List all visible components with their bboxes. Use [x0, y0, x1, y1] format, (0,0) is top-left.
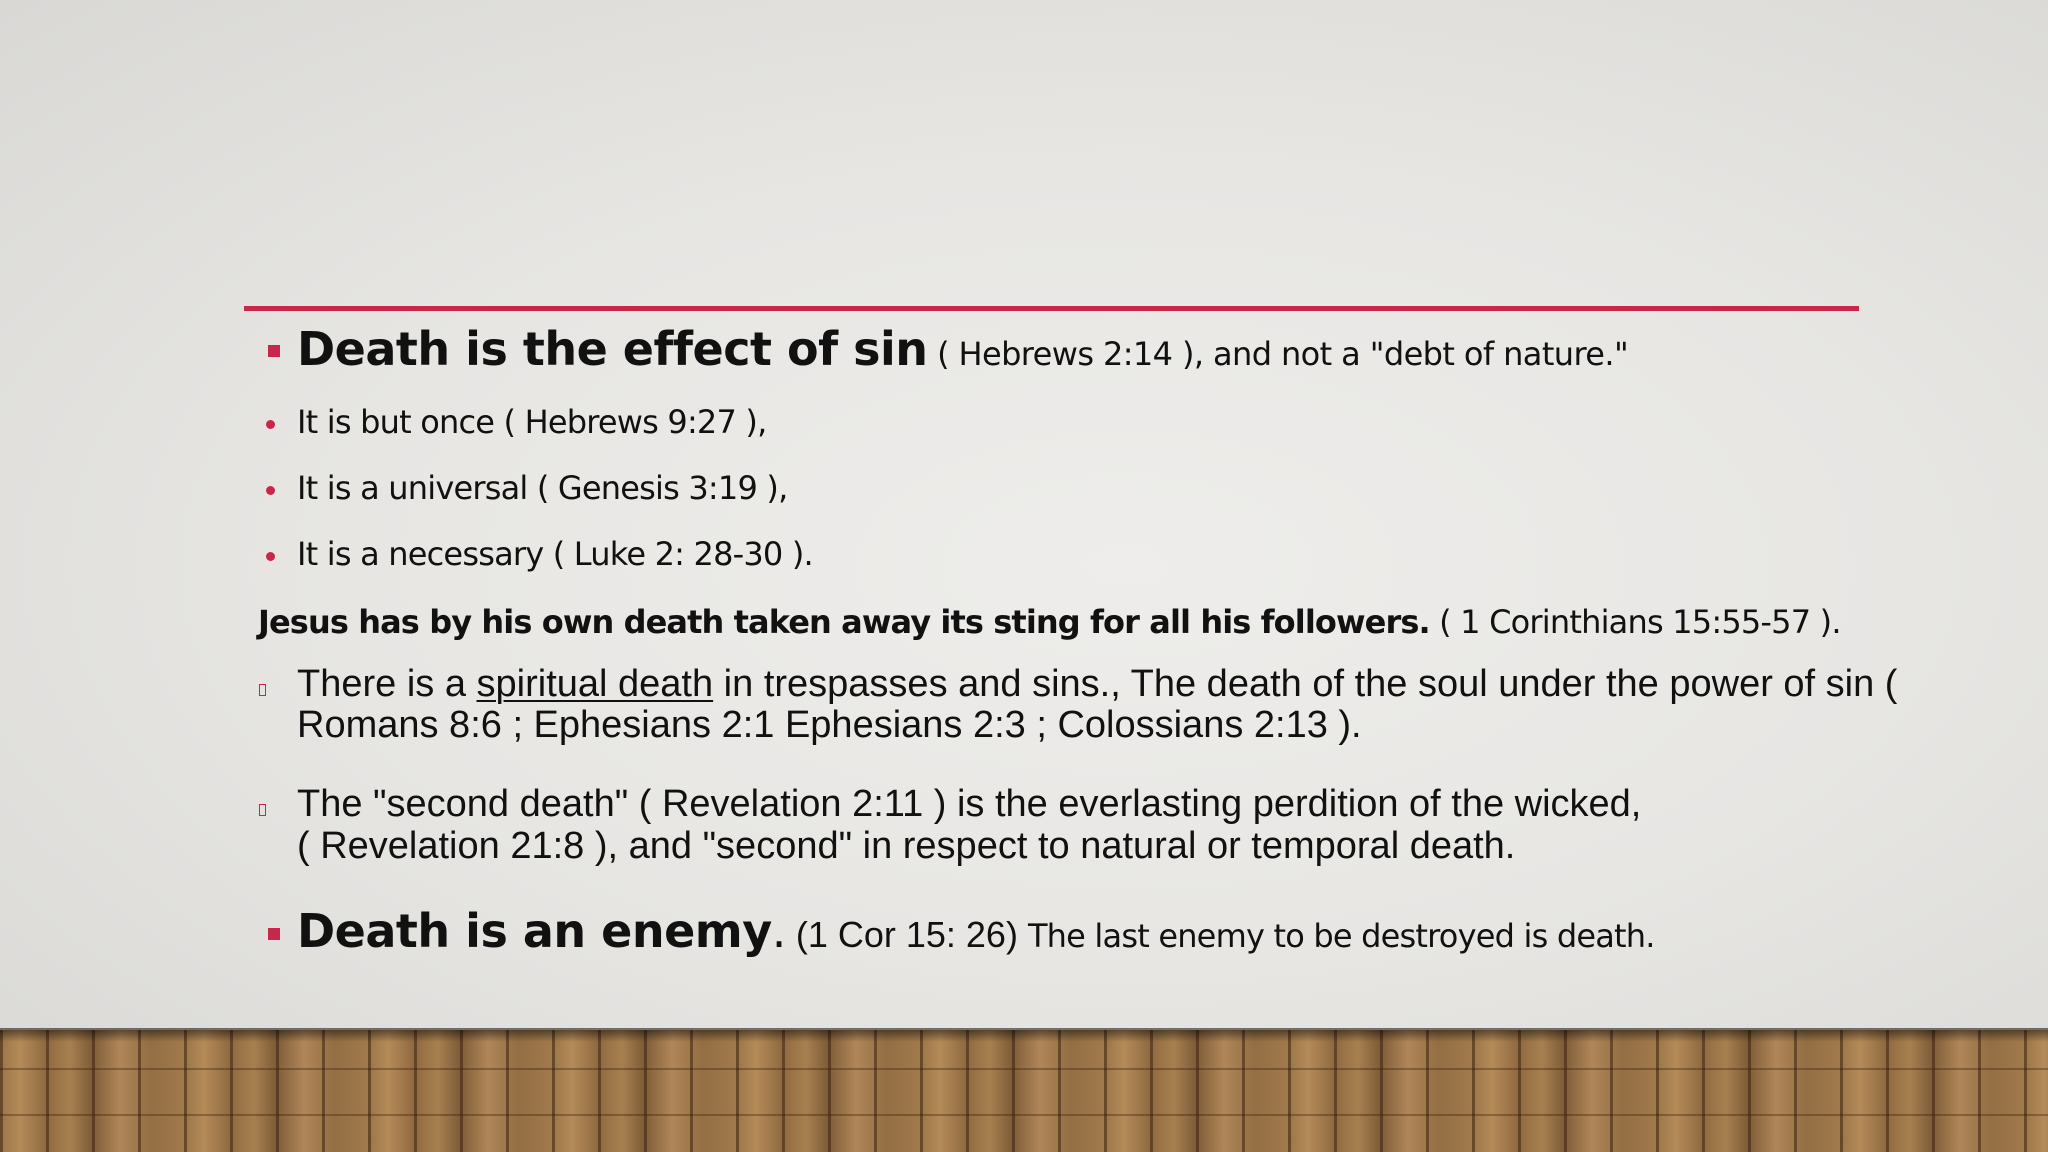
- box-bullet-icon: [259, 684, 266, 696]
- sub-item-universal: It is a universal ( Genesis 3:19 ),: [297, 469, 788, 507]
- floor-shadow: [0, 1028, 2048, 1042]
- box-bullet-icon: [259, 804, 266, 816]
- wood-floor-image: [0, 1030, 2048, 1152]
- spiritual-death-line2: Romans 8:6 ; Ephesians 2:1 Ephesians 2:3 ; Colossians 2:13 ).: [297, 704, 1362, 746]
- dot-bullet-icon: [266, 552, 275, 561]
- heading-death-is-enemy: Death is an enemy: [297, 904, 772, 958]
- square-bullet-icon: [268, 928, 280, 940]
- second-death-line1: The "second death" ( Revelation 2:11 ) is the everlasting perdition of the wicked,: [297, 783, 1642, 825]
- heading-death-effect-of-sin: Death is the effect of sin: [297, 322, 928, 376]
- jesus-sting-line: [258, 603, 1841, 641]
- cor-reference: (1 Cor 15: 26): [785, 914, 1028, 955]
- bullet-death-effect-of-sin: [297, 322, 1628, 376]
- dot-bullet-icon: [266, 486, 275, 495]
- last-enemy-text: The last enemy to be destroyed is death.: [1027, 917, 1655, 955]
- sub-item-necessary: It is a necessary ( Luke 2: 28-30 ).: [297, 535, 813, 573]
- spiritual-death-line1: [297, 664, 1897, 705]
- corinthians-reference: ( 1 Corinthians 15:55-57 ).: [1429, 603, 1841, 641]
- bullet-death-is-enemy: [297, 904, 1655, 958]
- spiritual-death-underlined: spiritual death: [476, 663, 714, 705]
- square-bullet-icon: [268, 345, 280, 357]
- enemy-period: .: [771, 904, 786, 958]
- hebrews-reference-text: ( Hebrews 2:14 ), and not a "debt of nature.": [927, 335, 1629, 373]
- jesus-sting-bold: Jesus has by his own death taken away its sting for all his followers.: [258, 603, 1430, 641]
- spiritual-pre-text: There is a: [297, 663, 477, 705]
- sub-item-but-once: It is but once ( Hebrews 9:27 ),: [297, 403, 767, 441]
- dot-bullet-icon: [266, 420, 275, 429]
- spiritual-post-text: in trespasses and sins., The death of the soul under the power of sin (: [713, 663, 1898, 705]
- second-death-line2: ( Revelation 21:8 ), and "second" in respect to natural or temporal death.: [297, 825, 1516, 867]
